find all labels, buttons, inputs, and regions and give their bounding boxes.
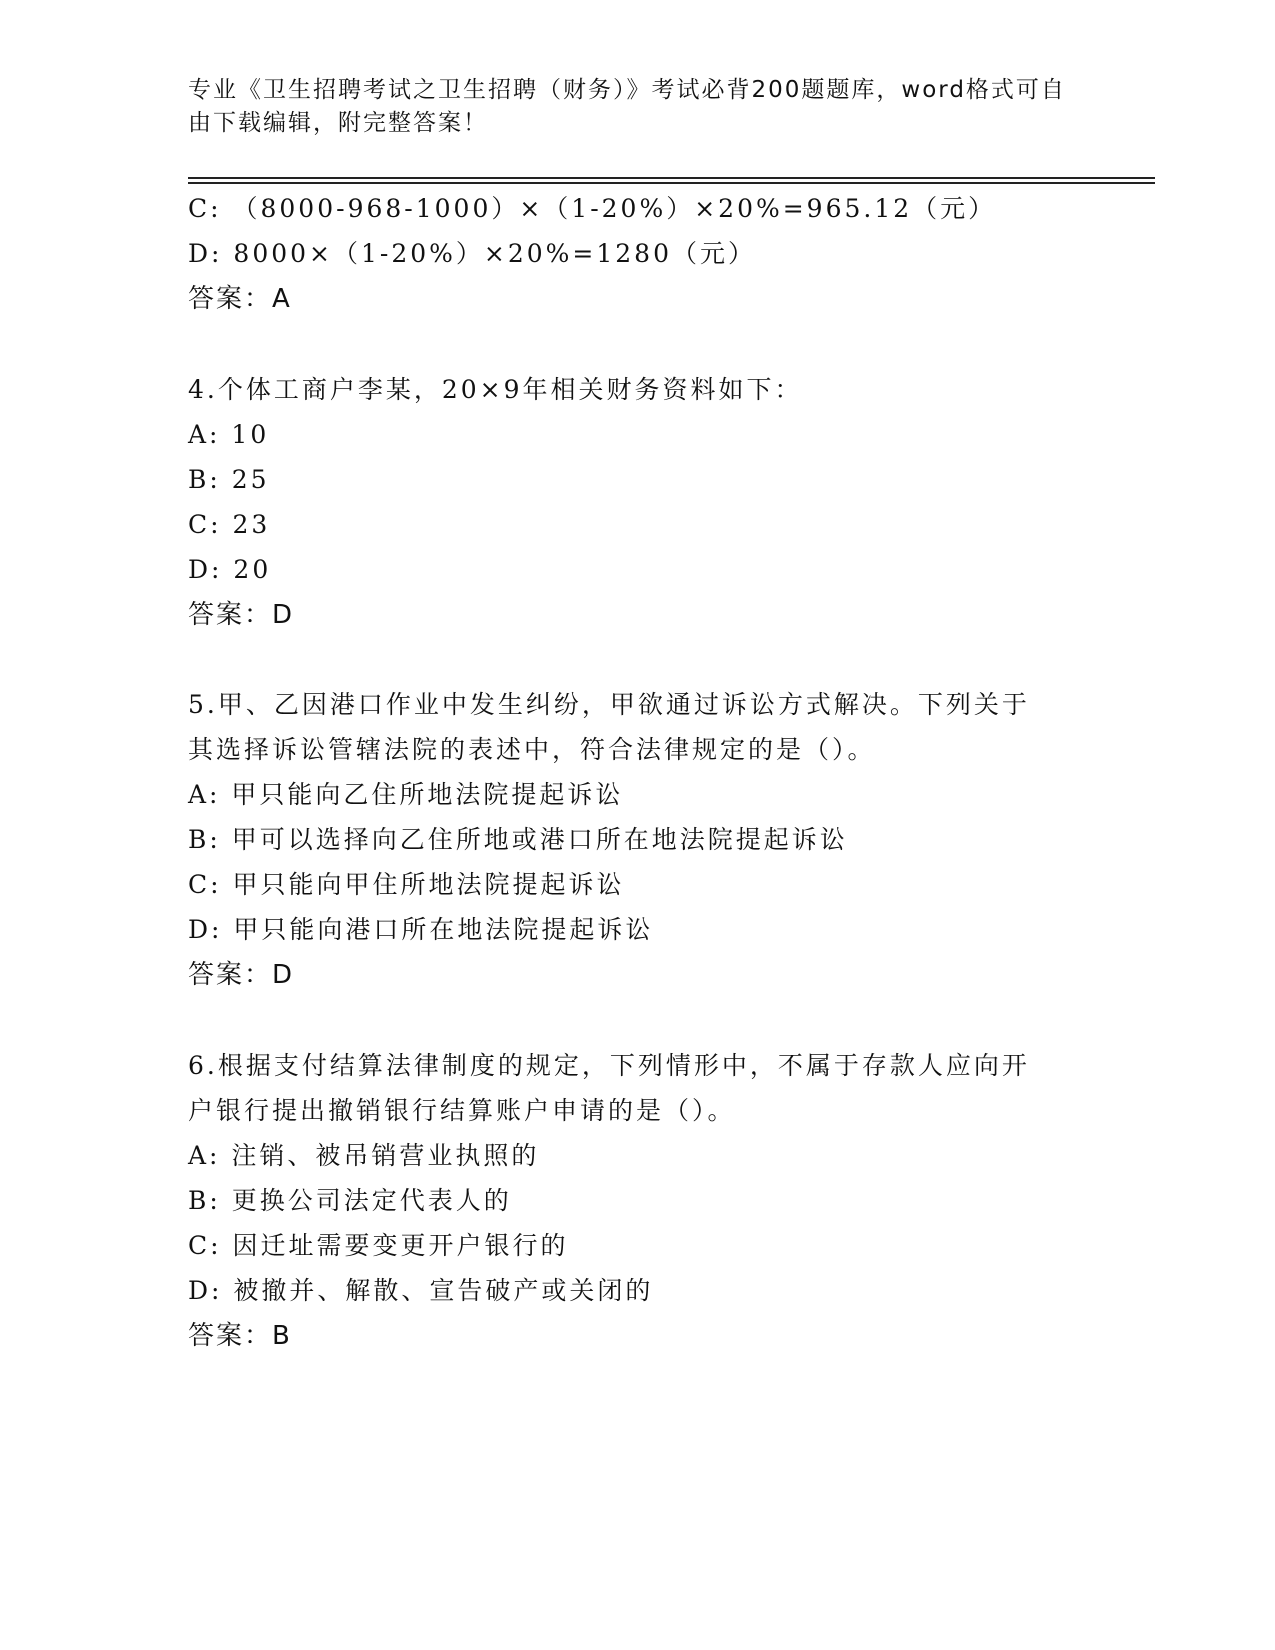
- q4-option-a: A: 10: [188, 420, 270, 449]
- q3-answer: 答案：A: [188, 284, 292, 314]
- header-title-line-1: 专业《卫生招聘考试之卫生招聘（财务）》考试必背200题题库，word格式可自: [188, 77, 1066, 103]
- q4-stem: 4.个体工商户李某，20×9年相关财务资料如下：: [188, 375, 803, 404]
- header-divider-top: [188, 177, 1155, 179]
- header-divider-bottom: [188, 182, 1155, 184]
- q4-option-b: B: 25: [188, 465, 270, 494]
- q5-answer: 答案：D: [188, 960, 295, 990]
- q5-option-b: B: 甲可以选择向乙住所地或港口所在地法院提起诉讼: [188, 825, 848, 854]
- q4-answer: 答案：D: [188, 600, 295, 630]
- document-header: [188, 74, 1068, 140]
- q6-stem-line-1: 6.根据支付结算法律制度的规定，下列情形中，不属于存款人应向开: [188, 1051, 1030, 1080]
- q5-stem-line-2: 其选择诉讼管辖法院的表述中，符合法律规定的是（）。: [188, 735, 876, 764]
- q3-option-c: C: （8000-968-1000）×（1-20%）×20%=965.12（元）: [188, 194, 997, 223]
- q5-option-a: A: 甲只能向乙住所地法院提起诉讼: [188, 780, 624, 809]
- header-title-line-2: 由下载编辑，附完整答案！: [188, 110, 488, 136]
- q4-option-d: D: 20: [188, 555, 272, 584]
- q6-option-b: B: 更换公司法定代表人的: [188, 1186, 512, 1215]
- q4-option-c: C: 23: [188, 510, 271, 539]
- q6-answer: 答案：B: [188, 1321, 292, 1351]
- q5-stem-line-1: 5.甲、乙因港口作业中发生纠纷，甲欲通过诉讼方式解决。下列关于: [188, 690, 1030, 719]
- q5-option-d: D: 甲只能向港口所在地法院提起诉讼: [188, 915, 654, 944]
- q6-stem-line-2: 户银行提出撤销银行结算账户申请的是（）。: [188, 1096, 736, 1125]
- q5-option-c: C: 甲只能向甲住所地法院提起诉讼: [188, 870, 625, 899]
- q6-option-d: D: 被撤并、解散、宣告破产或关闭的: [188, 1276, 654, 1305]
- q3-option-d: D: 8000×（1-20%）×20%=1280（元）: [188, 239, 756, 268]
- q6-option-a: A: 注销、被吊销营业执照的: [188, 1141, 540, 1170]
- q6-option-c: C: 因迁址需要变更开户银行的: [188, 1231, 569, 1260]
